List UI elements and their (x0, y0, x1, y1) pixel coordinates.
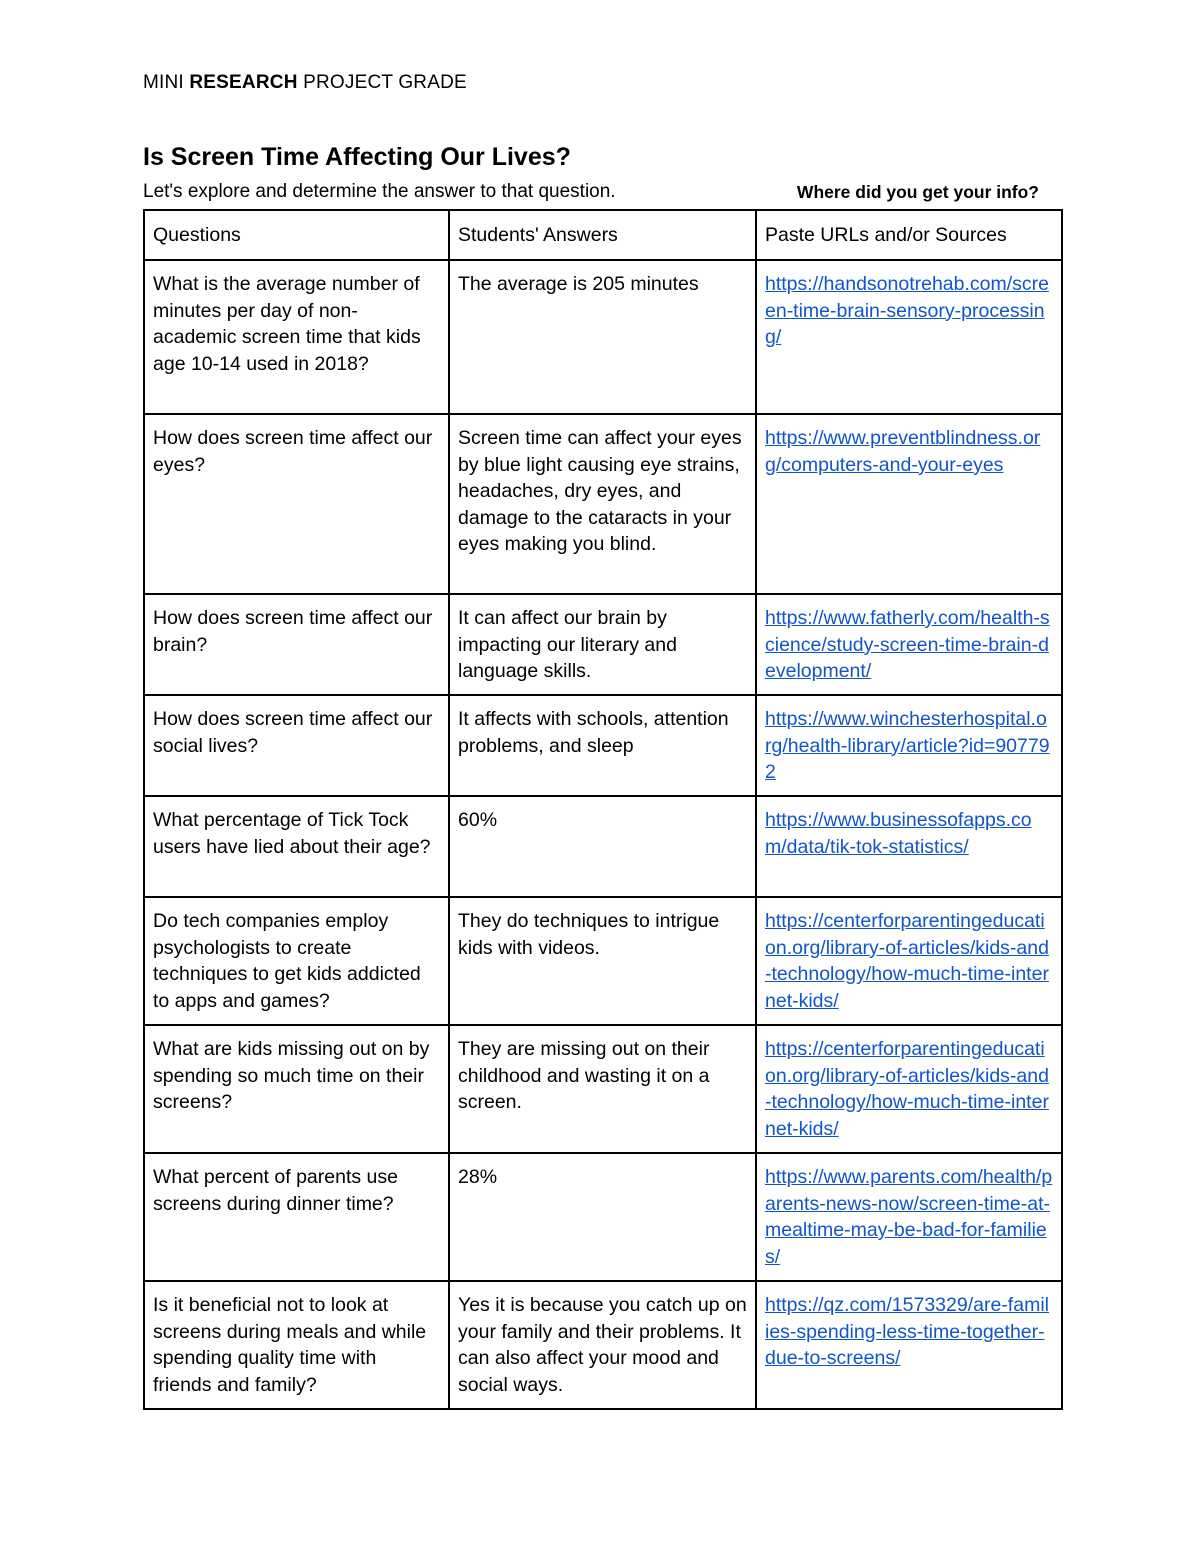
source-link[interactable]: https://centerforparentingeducation.org/library-of-articles/kids-and-technology/how-much-time-internet-kids/ (765, 910, 1049, 1012)
column-header-sources: Paste URLs and/or Sources (756, 210, 1062, 260)
table-row (144, 897, 1062, 1025)
question-cell: What is the average number of minutes per day of non-academic screen time that kids age 10-14 used in 2018? (144, 260, 449, 414)
question-cell: How does screen time affect our social lives? (144, 695, 449, 796)
source-cell (756, 414, 1062, 594)
answer-cell: The average is 205 minutes (449, 260, 756, 414)
source-link[interactable]: https://www.winchesterhospital.org/health-library/article?id=907792 (765, 708, 1050, 783)
source-link[interactable]: https://www.preventblindness.org/computers-and-your-eyes (765, 427, 1041, 476)
source-link[interactable]: https://www.businessofapps.com/data/tik-tok-statistics/ (765, 809, 1032, 858)
source-cell (756, 260, 1062, 414)
source-cell (756, 796, 1062, 897)
source-link[interactable]: https://centerforparentingeducation.org/library-of-articles/kids-and-technology/how-much-time-internet-kids/ (765, 1038, 1049, 1140)
page-header (143, 72, 467, 94)
question-cell: Do tech companies employ psychologists to create techniques to get kids addicted to apps and games? (144, 897, 449, 1025)
header-bold: RESEARCH (189, 72, 298, 93)
source-cell (756, 1153, 1062, 1281)
column-header-answers: Students' Answers (449, 210, 756, 260)
source-cell (756, 1025, 1062, 1153)
research-table (143, 209, 1063, 1410)
answer-cell: They are missing out on their childhood and wasting it on a screen. (449, 1025, 756, 1153)
source-cell (756, 695, 1062, 796)
answer-cell: They do techniques to intrigue kids with videos. (449, 897, 756, 1025)
table-row (144, 1025, 1062, 1153)
question-cell: What percent of parents use screens during dinner time? (144, 1153, 449, 1281)
question-cell: Is it beneficial not to look at screens during meals and while spending quality time with friends and family? (144, 1281, 449, 1409)
question-cell: How does screen time affect our brain? (144, 594, 449, 695)
source-link[interactable]: https://www.fatherly.com/health-science/study-screen-time-brain-development/ (765, 607, 1050, 682)
page-title: Is Screen Time Affecting Our Lives? (143, 143, 571, 171)
answer-cell: Screen time can affect your eyes by blue light causing eye strains, headaches, dry eyes, and damage to the cataracts in your eyes making you blind. (449, 414, 756, 594)
table-row (144, 1281, 1062, 1409)
source-cell (756, 1281, 1062, 1409)
table-row (144, 695, 1062, 796)
source-link[interactable]: https://handsonotrehab.com/screen-time-brain-sensory-processing/ (765, 273, 1049, 348)
question-cell: What are kids missing out on by spending so much time on their screens? (144, 1025, 449, 1153)
intro-text: Let's explore and determine the answer to that question. (143, 181, 616, 202)
table-row (144, 414, 1062, 594)
answer-cell: 60% (449, 796, 756, 897)
answer-cell: Yes it is because you catch up on your family and their problems. It can also affect your mood and social ways. (449, 1281, 756, 1409)
table-row (144, 796, 1062, 897)
answer-cell: It affects with schools, attention problems, and sleep (449, 695, 756, 796)
table-row (144, 594, 1062, 695)
table-row (144, 1153, 1062, 1281)
column-header-questions: Questions (144, 210, 449, 260)
source-link[interactable]: https://qz.com/1573329/are-families-spending-less-time-together-due-to-screens/ (765, 1294, 1049, 1369)
question-cell: What percentage of Tick Tock users have lied about their age? (144, 796, 449, 897)
source-link[interactable]: https://www.parents.com/health/parents-news-now/screen-time-at-mealtime-may-be-bad-for-families/ (765, 1166, 1053, 1268)
answer-cell: 28% (449, 1153, 756, 1281)
intro-row (143, 181, 1061, 207)
header-suffix: PROJECT GRADE (303, 72, 467, 93)
table-row (144, 260, 1062, 414)
answer-cell: It can affect our brain by impacting our literary and language skills. (449, 594, 756, 695)
source-cell (756, 897, 1062, 1025)
question-cell: How does screen time affect our eyes? (144, 414, 449, 594)
header-prefix: MINI (143, 72, 184, 93)
table-header-row (144, 210, 1062, 260)
source-cell (756, 594, 1062, 695)
source-prompt: Where did you get your info? (796, 182, 1039, 202)
